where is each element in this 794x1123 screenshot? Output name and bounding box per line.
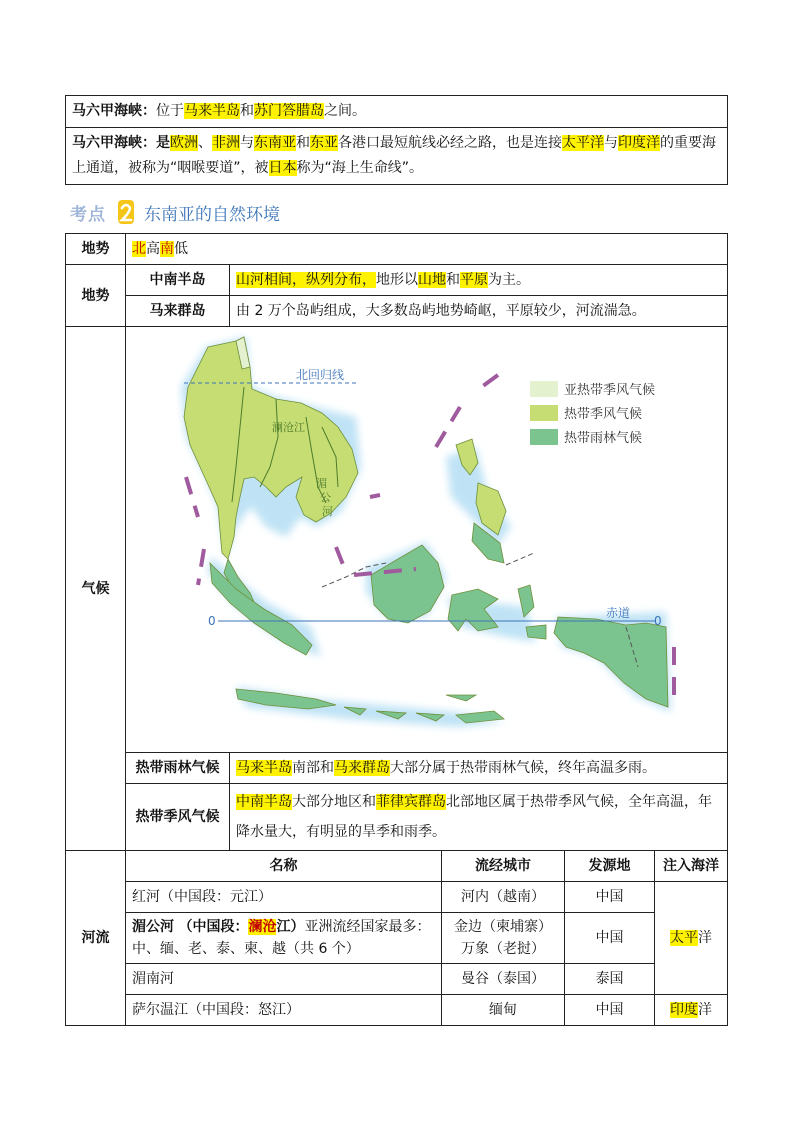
river-label-lancang: 澜沧江	[272, 421, 305, 434]
terrain-label-2: 地势	[66, 265, 126, 327]
river-source: 泰国	[565, 964, 655, 995]
text: 南	[160, 241, 174, 257]
africa-highlight: 非洲	[212, 135, 240, 151]
kaodian-label: 考点	[70, 204, 106, 225]
text: 马来群岛	[334, 760, 390, 776]
strait-label: 马六甲海峡：	[72, 103, 156, 119]
tropic-label: 北回归线	[296, 368, 345, 382]
river-source: 中国	[565, 882, 655, 913]
section-title: 东南亚的自然环境	[144, 204, 280, 225]
text: 位于	[156, 103, 184, 119]
river-label-mei: 湄	[316, 477, 327, 490]
river-city: 缅甸	[442, 995, 565, 1026]
legend-swatch-subtropical	[530, 381, 558, 397]
text: 和	[446, 272, 460, 288]
col-header-source: 发源地	[565, 851, 655, 882]
malay-archipelago-desc: 由 2 万个岛屿组成，大多数岛屿地势崎岖，平原较少，河流湍急。	[230, 296, 728, 327]
rainforest-desc	[230, 753, 728, 784]
text: 大部分属于热带雨林气候，终年高温多雨。	[390, 760, 656, 776]
river-label-gong: 公	[320, 491, 331, 504]
text: 之间。	[324, 103, 366, 119]
europe-highlight: 欧洲	[170, 135, 198, 151]
number-badge-icon	[116, 198, 136, 226]
text: 湄公河	[132, 919, 174, 935]
river-name: 萨尔温江（中国段：怒江）	[126, 995, 442, 1026]
terrain-peninsula-row	[66, 265, 728, 296]
strait-location-cell	[66, 96, 728, 128]
text: 平原	[460, 272, 488, 288]
legend	[530, 381, 655, 446]
text: 北	[132, 241, 146, 257]
text: 的重要海上通道，被称为“咽喉要道”，被	[72, 135, 716, 176]
indian-ocean-highlight: 印度洋	[618, 135, 660, 151]
zero-left: 0	[208, 614, 216, 628]
text: 与	[240, 135, 254, 151]
sumatra-highlight: 苏门答腊岛	[254, 103, 324, 119]
strait-importance-cell	[66, 128, 728, 185]
legend-label-rainforest: 热带雨林气候	[564, 431, 643, 446]
river-row-salween	[66, 995, 728, 1026]
terrain-value	[126, 234, 728, 265]
river-name: 湄南河	[126, 964, 442, 995]
southeast-asia-map	[126, 327, 727, 745]
malay-archipelago-label: 马来群岛	[126, 296, 230, 327]
ocean-indian	[655, 995, 728, 1026]
main-table	[65, 233, 728, 1026]
text: 和	[240, 103, 254, 119]
terrain-label: 地势	[66, 234, 126, 265]
river-row-red	[66, 882, 728, 913]
climate-map	[126, 327, 728, 753]
legend-swatch-tropical-monsoon	[530, 405, 558, 421]
text: 金边（柬埔寨）	[454, 919, 552, 935]
climate-label: 气候	[66, 327, 126, 851]
text: 印度	[670, 1002, 698, 1018]
monsoon-label: 热带季风气候	[126, 784, 230, 851]
malay-peninsula-highlight: 马来半岛	[184, 103, 240, 119]
text: 太平	[670, 930, 698, 946]
legend-label-subtropical: 亚热带季风气候	[564, 383, 656, 398]
monsoon-desc	[230, 784, 728, 851]
equator-label: 赤道	[606, 606, 631, 620]
text: 山地	[418, 272, 446, 288]
river-label-he: 河	[322, 505, 333, 518]
strait-row-importance	[66, 128, 728, 185]
text: （中国段：	[178, 919, 249, 935]
rivers-label: 河流	[66, 851, 126, 1026]
terrain-archipelago-row	[66, 296, 728, 327]
text: 是	[156, 135, 170, 151]
text: 为主。	[488, 272, 530, 288]
river-city	[442, 913, 565, 964]
text: 低	[174, 241, 188, 257]
pacific-highlight: 太平洋	[562, 135, 604, 151]
strait-row-location	[66, 96, 728, 128]
legend-label-tropical-monsoon: 热带季风气候	[564, 407, 643, 422]
text: 地形以	[376, 272, 418, 288]
river-name	[126, 913, 442, 964]
river-row-chao-phraya	[66, 964, 728, 995]
monsoon-row	[66, 784, 728, 851]
river-city: 河内（越南）	[442, 882, 565, 913]
col-header-city: 流经城市	[442, 851, 565, 882]
ocean-pacific	[655, 882, 728, 995]
text: 江）	[276, 919, 305, 935]
text: 万象（老挝）	[461, 941, 545, 957]
col-header-ocean: 注入海洋	[655, 851, 728, 882]
text: 大部分地区和	[292, 794, 376, 810]
text: 北部地区属于热带季风气候，全年高温，年降水量大，有明显的旱季和雨季。	[236, 794, 712, 840]
col-header-name: 名称	[126, 851, 442, 882]
river-source: 中国	[565, 995, 655, 1026]
rainforest-row	[66, 753, 728, 784]
text: 称为“海上生命线”。	[296, 160, 424, 176]
rivers-header-row	[66, 851, 728, 882]
river-source: 中国	[565, 913, 655, 964]
text: 和	[296, 135, 310, 151]
text: 澜沧	[248, 919, 277, 935]
strait-label: 马六甲海峡：	[72, 135, 156, 151]
text: 山河相间，纵列分布，	[236, 272, 376, 288]
text: 与	[604, 135, 618, 151]
text: 马来半岛	[236, 760, 292, 776]
rainforest-label: 热带雨林气候	[126, 753, 230, 784]
japan-highlight: 日本	[268, 160, 297, 176]
text: 各港口最短航线必经之路，也是连接	[338, 135, 562, 151]
river-city: 曼谷（泰国）	[442, 964, 565, 995]
east-asia-highlight: 东亚	[310, 135, 338, 151]
legend-swatch-rainforest	[530, 429, 558, 445]
text: 中南半岛	[236, 794, 292, 810]
zero-right: 0	[654, 614, 662, 628]
strait-table	[65, 95, 728, 185]
river-row-mekong	[66, 913, 728, 964]
indochina-label: 中南半岛	[126, 265, 230, 296]
indochina-desc	[230, 265, 728, 296]
text: 高	[146, 241, 160, 257]
text: 南部和	[292, 760, 334, 776]
text: 洋	[698, 930, 712, 946]
southeast-asia-highlight: 东南亚	[254, 135, 296, 151]
section-heading	[70, 198, 280, 226]
text: 亚洲流经国家最多：中、缅、老、泰、柬、越（共 6 个）	[132, 919, 431, 957]
river-name: 红河（中国段：元江）	[126, 882, 442, 913]
text: 洋	[698, 1002, 712, 1018]
text: 、	[198, 135, 212, 151]
terrain-row	[66, 234, 728, 265]
text: 菲律宾群岛	[376, 794, 446, 810]
climate-map-row	[66, 327, 728, 753]
